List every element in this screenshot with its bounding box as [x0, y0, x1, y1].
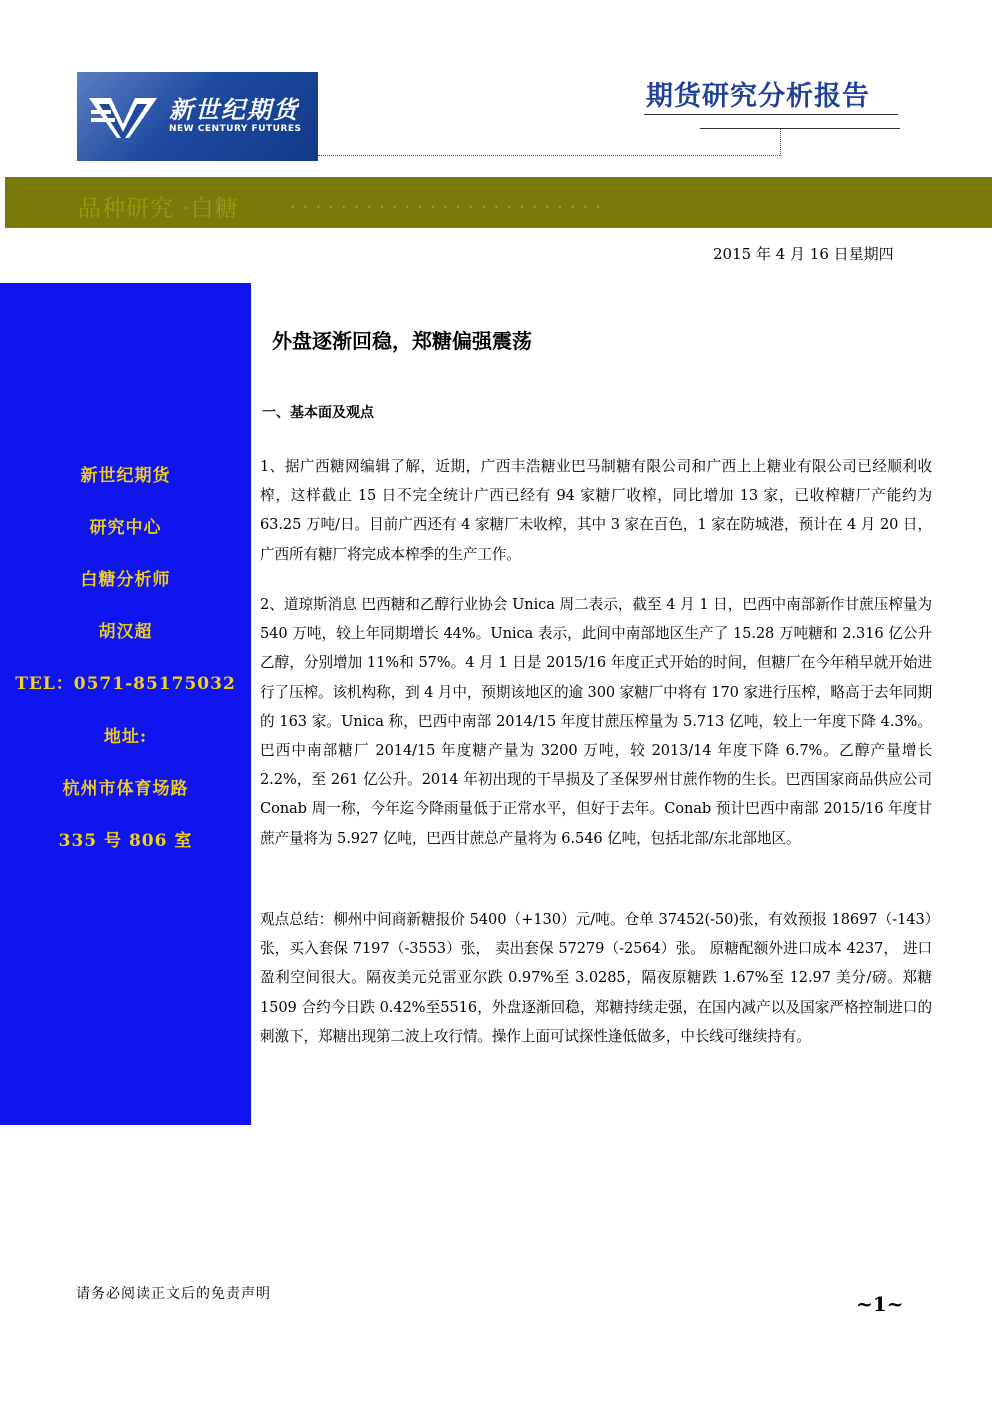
page-number: ~1~ — [856, 1292, 904, 1316]
logo-mark-icon — [89, 94, 159, 140]
title-rule-secondary — [700, 128, 900, 129]
header-dotted-connector — [780, 128, 781, 156]
sidebar-phone: TEL：0571-85175032 — [15, 674, 236, 694]
sidebar-address-room: 335 号 806 室 — [58, 831, 193, 851]
title-rule — [644, 114, 898, 115]
company-logo — [77, 72, 318, 161]
logo-english-name: NEW CENTURY FUTURES — [169, 124, 302, 134]
sidebar-company: 新世纪期货 — [80, 466, 171, 486]
logo-name: 新世纪期货 — [169, 96, 299, 124]
sidebar-address-label: 地址: — [103, 727, 148, 747]
report-title: 期货研究分析报告 — [646, 81, 870, 112]
banner-category-label: 品种研究 ·白糖 — [78, 196, 239, 222]
sidebar-analyst-name: 胡汉超 — [98, 622, 153, 642]
paragraph-summary: 观点总结：柳州中间商新糖报价 5400（+130）元/吨。仓单 37452(-50)张，有效预报 18697（-143）张，买入套保 7197（-3553）张， 卖出套保 57279（-2564）张。 原糖配额外进口成本 4237， 进口盈利空间很大。隔夜美元兑雷亚尔跌 0.97%至 3.0285，隔夜原糖跌 1.67%至 12.97 美分/磅。郑糖 1509 合约今日跌 0.42%至5516，外盘逐渐回稳，郑糖持续走强，在国内减产以及国家严格控制进口的刺激下，郑糖出现第二波上攻行情。操作上面可试探性逢低做多，中长线可继续持有。 — [260, 911, 932, 1045]
disclaimer-note: 请务必阅读正文后的免责声明 — [76, 1286, 271, 1302]
banner-dot-leader: ························· — [290, 197, 609, 218]
paragraph-brazil-unica: 2、道琼斯消息 巴西糖和乙醇行业协会 Unica 周二表示，截至 4 月 1 日，巴西中南部新作甘蔗压榨量为 540 万吨，较上年同期增长 44%。Unica 表示，此间中南部地区生产了 15.28 万吨糖和 2.316 亿公升乙醇，分别增加 11%和 57%。4 月 1 日是 2015/16 年度正式开始的时间，但糖厂在今年稍早就开始进行了压榨。该机构称，到 4 月中，预期该地区的逾 300 家糖厂中将有 170 家进行压榨，略高于去年同期的 163 家。Unica 称，巴西中南部 2014/15 年度甘蔗压榨量为 5.713 亿吨，较上一年度下降 4.3%。巴西中南部糖厂 2014/15 年度糖产量为 3200 万吨，较 2013/14 年度下降 6.7%。乙醇产量增长 2.2%，至 261 亿公升。2014 年初出现的干旱损及了圣保罗州甘蔗作物的生长。巴西国家商品供应公司 Conab 周一称，今年迄今降雨量低于正常水平，但好于去年。Conab 预计巴西中南部 2015/16 年度甘蔗产量将为 5.927 亿吨，巴西甘蔗总产量将为 6.546 亿吨，包括北部/东北部地区。 — [260, 596, 932, 847]
section-heading: 一、基本面及观点 — [262, 405, 374, 421]
sidebar-department: 研究中心 — [89, 518, 162, 538]
paragraph-guangxi-crushing: 1、据广西糖网编辑了解，近期，广西丰浩糖业巴马制糖有限公司和广西上上糖业有限公司已经顺利收榨，这样截止 15 日不完全统计广西已经有 94 家糖厂收榨，同比增加 13 家，已收榨糖厂产能约为 63.25 万吨/日。目前广西还有 4 家糖厂未收榨，其中 3 家在百色，1 家在防城港，预计在 4 月 20 日，广西所有糖厂将完成本榨季的生产工作。 — [260, 458, 932, 563]
sidebar-role: 白糖分析师 — [80, 570, 171, 590]
header-dotted-line — [318, 155, 780, 156]
sidebar-address-street: 杭州市体育场路 — [62, 779, 189, 799]
report-date: 2015 年 4 月 16 日星期四 — [713, 245, 894, 263]
contact-sidebar — [0, 283, 251, 1125]
article-headline: 外盘逐渐回稳，郑糖偏强震荡 — [272, 329, 532, 353]
